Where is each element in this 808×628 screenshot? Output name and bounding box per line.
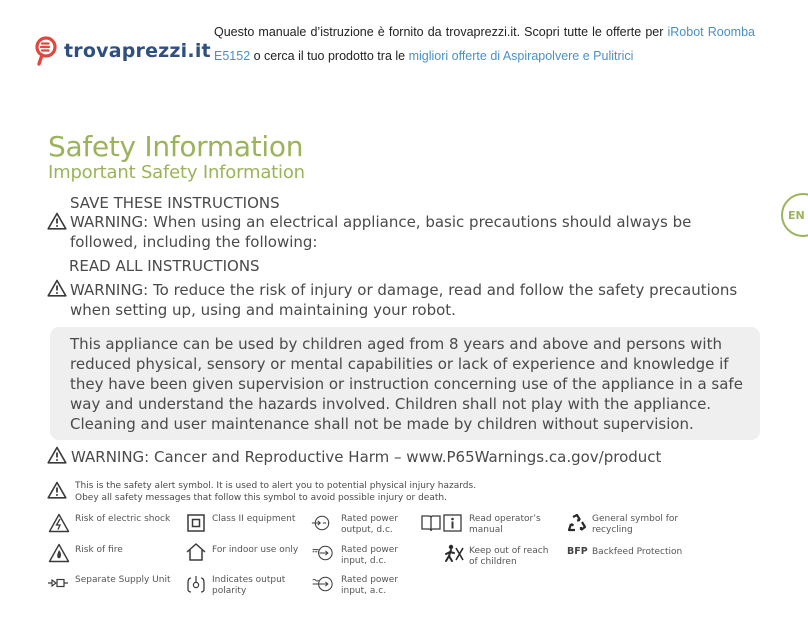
legend-label-indoor xyxy=(212,545,298,556)
page-title: Safety Information xyxy=(48,130,304,163)
safety-alert-icon xyxy=(47,481,67,499)
legend-label-line: input, a.c. xyxy=(341,586,387,596)
safety-alert-note xyxy=(75,480,476,504)
brand-name: trovaprezzi.it xyxy=(64,40,211,62)
legend-label-line: For indoor use only xyxy=(212,545,299,555)
warning-electrical-appliance: WARNING: When using an electrical appliance, basic precautions should always be followed, including the following: xyxy=(70,213,692,251)
legend-label-keep-children-away xyxy=(469,546,548,568)
legend-label-fire xyxy=(75,545,123,556)
legend-label-line: Keep out of reach xyxy=(469,546,549,556)
legend-label-line: output, d.c. xyxy=(341,525,393,535)
language-badge xyxy=(781,193,808,237)
header-note xyxy=(214,20,755,68)
children-notice-text: This appliance can be used by children aged from 8 years and above and persons with reduced physical, sensory or mental capabilities or lack of experience and knowledge if they have been given supervision or instruction concerning use of the appliance in a safe way and understand the hazards involved. Children shall not play with the appliance. Cleaning and user maintenance shall not be made by children without supervision. xyxy=(70,335,743,433)
legend-label-line: input, d.c. xyxy=(341,556,387,566)
warning-prop65: WARNING: Cancer and Reproductive Harm – www.P65Warnings.ca.gov/product xyxy=(71,448,662,466)
legend-label-line: of children xyxy=(469,557,517,567)
class-ii-icon xyxy=(185,513,207,533)
legend-label-line: Rated power xyxy=(341,514,399,524)
keep-children-away-icon xyxy=(443,543,465,563)
magnifier-logo-icon xyxy=(34,36,60,66)
supply-unit-icon xyxy=(47,573,69,593)
bfp-icon: BFP xyxy=(567,546,588,557)
legend-label-output-polarity xyxy=(212,575,285,597)
legend-label-line: Indicates output xyxy=(212,575,286,585)
offers-link[interactable]: migliori offerte di Aspirapolvere e Pulitrici xyxy=(408,49,634,63)
language-badge-label: EN xyxy=(788,209,805,222)
indoor-icon xyxy=(185,542,207,562)
safety-alert-note-line: This is the safety alert symbol. It is used to alert you to potential physical injury hazards. xyxy=(75,481,477,491)
trovaprezzi-logo[interactable] xyxy=(34,36,211,66)
read-all-instructions-heading: READ ALL INSTRUCTIONS xyxy=(69,257,260,275)
product-link[interactable]: iRobot Roomba E5152 xyxy=(214,25,755,63)
page-subtitle: Important Safety Information xyxy=(48,162,305,183)
header-note-text-1: Questo manuale d’istruzione è fornito da trovaprezzi.it. Scopri tutte le offerte per xyxy=(214,25,668,39)
legend-label-line: Risk of fire xyxy=(75,545,123,555)
legend-label-power-input-dc xyxy=(341,545,398,567)
legend-label-line: manual xyxy=(469,525,503,535)
legend-label-electric-shock xyxy=(75,514,170,525)
legend-label-line: General symbol for xyxy=(592,514,679,524)
electric-shock-icon xyxy=(48,513,70,533)
legend-label-line: Rated power xyxy=(341,545,399,555)
output-polarity-icon xyxy=(185,574,207,594)
legend-label-bfp xyxy=(592,547,682,558)
power-input-dc-icon xyxy=(311,543,333,563)
legend-label-line: Read operator’s xyxy=(469,514,541,524)
legend-label-power-output-dc xyxy=(341,514,398,536)
legend-label-line: Separate Supply Unit xyxy=(75,575,171,585)
legend-label-line: Class II equipment xyxy=(212,514,296,524)
legend-label-operator-manual xyxy=(469,514,541,536)
legend-label-line: polarity xyxy=(212,586,247,596)
legend-label-line: Risk of electric shock xyxy=(75,514,171,524)
legend-label-supply-unit xyxy=(75,575,170,586)
warning-triangle-icon xyxy=(47,212,67,230)
legend-label-class-ii xyxy=(212,514,295,525)
header-note-text-2: o cerca il tuo prodotto tra le xyxy=(250,49,409,63)
power-output-dc-icon xyxy=(311,513,333,533)
legend-label-line: recycling xyxy=(592,525,633,535)
legend-label-line: Backfeed Protection xyxy=(592,547,683,557)
warning-triangle-icon xyxy=(47,446,67,464)
power-input-ac-icon xyxy=(311,574,333,594)
warning-injury-risk: WARNING: To reduce the risk of injury or damage, read and follow the safety precautions when setting up, using and maintaining your robot. xyxy=(70,281,738,319)
fire-icon xyxy=(48,543,70,563)
legend-label-line: Rated power xyxy=(341,575,399,585)
save-instructions-heading: SAVE THESE INSTRUCTIONS xyxy=(70,194,280,212)
operator-manual-icon xyxy=(420,513,464,533)
warning-triangle-icon xyxy=(47,279,67,297)
legend-label-recycling xyxy=(592,514,678,536)
safety-alert-note-line: Obey all safety messages that follow this symbol to avoid possible injury or death. xyxy=(75,493,447,503)
recycling-icon xyxy=(566,513,588,533)
legend-label-power-input-ac xyxy=(341,575,398,597)
